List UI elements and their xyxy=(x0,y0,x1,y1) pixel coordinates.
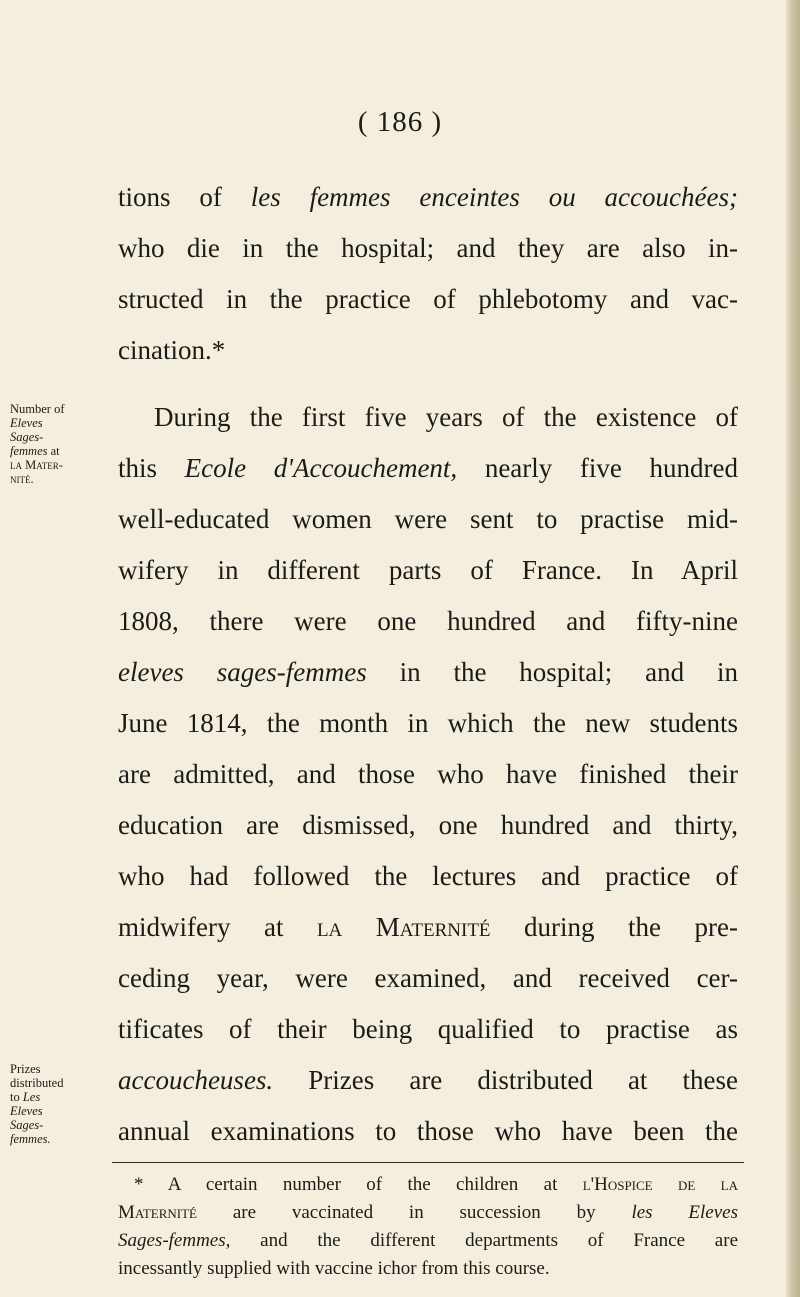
text-line: During the first five years of the existence of xyxy=(154,402,738,432)
page-number: ( 186 ) xyxy=(357,106,443,138)
text-line: tions of les femmes enceintes ou accouchées; xyxy=(118,182,738,212)
footnote-rule xyxy=(112,1162,744,1163)
footnote-line: * A certain number of the children at l'Hospice de la xyxy=(134,1174,738,1195)
footnote-line: Sages-femmes, and the different departments of France are xyxy=(118,1230,738,1251)
text-line: wifery in different parts of France. In April xyxy=(118,555,738,585)
margin-note-number-of-eleves: Number of Eleves Sages- femmes at la Mater- nité. xyxy=(10,402,65,486)
text-line: education are dismissed, one hundred and thirty, xyxy=(118,810,738,840)
text-line: are admitted, and those who have finished their xyxy=(118,759,738,789)
page-edge xyxy=(786,0,800,1297)
text-line: annual examinations to those who have been the xyxy=(118,1116,738,1146)
text-line: ceding year, were examined, and received cer- xyxy=(118,963,738,993)
text-line: who had followed the lectures and practice of xyxy=(118,861,738,891)
footnote-line: Maternité are vaccinated in succession by les Eleves xyxy=(118,1202,738,1223)
text-line: eleves sages-femmes in the hospital; and in xyxy=(118,657,738,687)
text-line: structed in the practice of phlebotomy and vac- xyxy=(118,284,738,314)
text-line: cination.* xyxy=(118,335,226,365)
text-line: who die in the hospital; and they are also in- xyxy=(118,233,738,263)
text-line: midwifery at la Maternité during the pre- xyxy=(118,912,738,942)
text-line: accoucheuses. Prizes are distributed at these xyxy=(118,1065,738,1095)
text-line: tificates of their being qualified to practise as xyxy=(118,1014,738,1044)
text-line: 1808, there were one hundred and fifty-nine xyxy=(118,606,738,636)
margin-note-prizes: Prizes distributed to Les Eleves Sages- femmes. xyxy=(10,1062,64,1146)
text-line: June 1814, the month in which the new students xyxy=(118,708,738,738)
text-line: this Ecole d'Accouchement, nearly five hundred xyxy=(118,453,738,483)
footnote-line: incessantly supplied with vaccine ichor from this course. xyxy=(118,1258,550,1279)
text-line: well-educated women were sent to practise mid- xyxy=(118,504,738,534)
